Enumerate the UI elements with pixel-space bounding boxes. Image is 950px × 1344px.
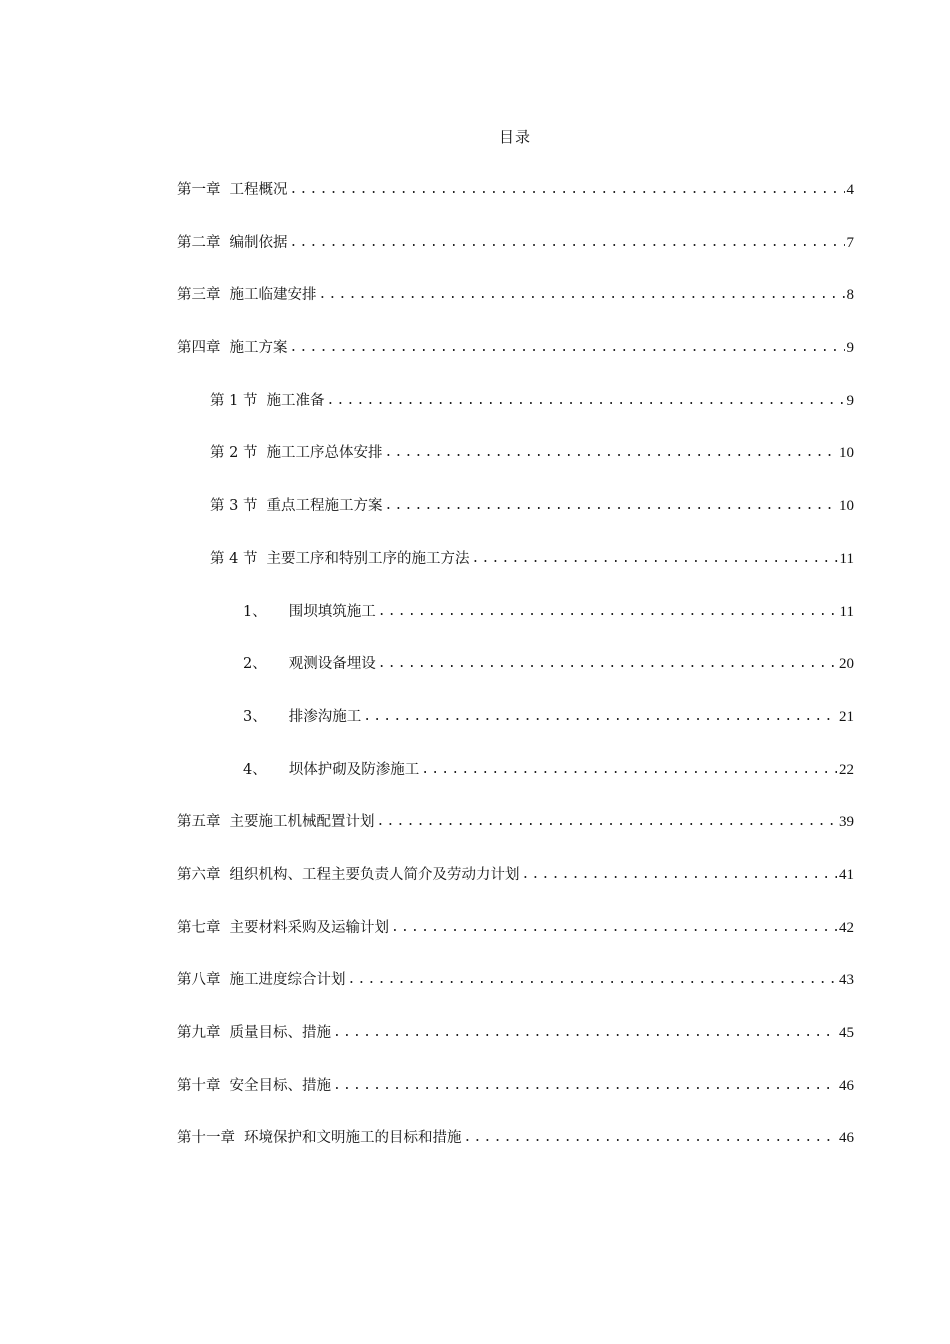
toc-dot-leader [326,384,844,418]
toc-page-number: 46 [839,1077,854,1094]
toc-page-number: 45 [839,1025,854,1041]
toc-entry-number: 第 2 节 [210,445,258,462]
toc-entry-label [177,1069,331,1103]
toc-entry-text: 施工准备 [266,392,325,409]
toc-entry-number: 第二章 [177,234,221,251]
toc-entry-number: 3、 [243,708,267,725]
toc-entry-text: 环境保护和文明施工的目标和措施 [244,1130,462,1147]
toc-entry[interactable] [0,331,950,384]
toc-page-number: 10 [839,498,854,515]
toc-entry[interactable] [0,436,950,489]
toc-entry-text: 主要材料采购及运输计划 [229,919,389,936]
toc-dot-leader [421,753,837,787]
toc-entry-number: 第 1 节 [210,392,258,409]
toc-entry[interactable] [0,805,950,858]
toc-entry[interactable] [0,858,950,911]
toc-page-number: 11 [839,603,854,620]
toc-entry-number: 第八章 [177,972,221,989]
toc-page-number: 20 [839,656,854,673]
toc-entry-label [177,331,288,365]
table-of-contents [0,173,950,1174]
toc-entry-text: 组织机构、工程主要负责人简介及劳动力计划 [229,866,520,883]
toc-entry-number: 第六章 [177,866,221,883]
toc-entry[interactable] [0,542,950,595]
toc-entry[interactable] [0,647,950,700]
toc-dot-leader [290,173,845,207]
toc-page-number: 11 [839,550,854,567]
toc-dot-leader [384,489,837,523]
toc-entry[interactable] [0,489,950,542]
toc-page-number: 10 [839,445,854,462]
toc-dot-leader [464,1121,838,1155]
toc-page-number: 43 [839,972,854,989]
toc-page-number: 21 [839,708,854,725]
toc-entry-text: 安全目标、措施 [229,1077,331,1094]
toc-entry-text: 施工工序总体安排 [266,445,383,462]
toc-entry[interactable] [0,595,950,648]
toc-entry[interactable] [0,753,950,806]
toc-entry[interactable] [0,278,950,331]
toc-entry-label [177,858,520,892]
toc-entry-label [177,226,288,260]
toc-entry[interactable] [0,911,950,964]
toc-entry-number: 第十章 [177,1077,221,1094]
toc-entry-text: 质量目标、措施 [229,1025,331,1041]
toc-entry-number: 第一章 [177,182,221,198]
toc-entry-label [243,753,419,787]
toc-entry-number: 第三章 [177,287,221,304]
toc-page-number: 7 [846,234,854,251]
toc-dot-leader [333,1016,837,1050]
toc-entry-label [177,278,317,312]
toc-entry-label [210,436,382,470]
toc-entry-number: 4、 [243,761,267,778]
toc-entry-number: 第 4 节 [210,550,258,567]
toc-entry-label [243,595,376,629]
toc-entry-text: 观测设备埋设 [288,656,376,673]
toc-dot-leader [290,331,845,365]
toc-entry[interactable] [0,226,950,279]
toc-page-number: 39 [839,814,854,831]
toc-entry-label [243,700,361,734]
toc-page-number: 46 [839,1130,854,1147]
toc-dot-leader [333,1069,837,1103]
toc-page-number: 42 [839,919,854,936]
toc-entry-text: 坝体护砌及防渗施工 [288,761,420,778]
toc-entry-number: 第 3 节 [210,498,258,515]
toc-entry-label [177,805,375,839]
toc-entry-text: 主要工序和特别工序的施工方法 [266,550,470,567]
toc-entry-text: 围坝填筑施工 [288,603,376,620]
toc-entry-number: 第七章 [177,919,221,936]
toc-entry[interactable] [0,700,950,753]
toc-dot-leader [377,805,838,839]
toc-entry-text: 重点工程施工方案 [266,498,383,515]
toc-entry[interactable] [0,963,950,1016]
toc-entry-text: 施工方案 [229,340,288,357]
toc-page-number: 9 [846,340,854,357]
toc-entry[interactable] [0,1016,950,1069]
toc-dot-leader [363,700,837,734]
toc-entry-text: 工程概况 [229,182,288,198]
toc-entry-text: 排渗沟施工 [288,708,362,725]
toc-dot-leader [348,963,838,997]
toc-page-number: 4 [846,182,854,198]
toc-entry-number: 2、 [243,656,267,673]
toc-entry-label [177,911,389,945]
toc-entry[interactable] [0,1069,950,1122]
toc-entry-text: 施工进度综合计划 [229,972,346,989]
toc-entry-number: 第十一章 [177,1130,235,1147]
toc-entry-label [177,1016,331,1050]
toc-entry-label [243,647,376,681]
toc-dot-leader [378,595,838,629]
toc-dot-leader [471,542,837,576]
toc-entry-number: 第四章 [177,340,221,357]
toc-dot-leader [290,226,845,260]
toc-page-number: 9 [846,392,854,409]
toc-entry-text: 施工临建安排 [229,287,317,304]
toc-entry-label [210,384,324,418]
toc-entry-label [177,173,288,207]
toc-dot-leader [384,436,837,470]
toc-page-number: 22 [839,761,854,778]
toc-dot-leader [319,278,845,312]
toc-entry-number: 第五章 [177,814,221,831]
toc-dot-leader [522,858,838,892]
toc-entry-text: 编制依据 [229,234,288,251]
toc-entry-number: 1、 [243,603,267,620]
toc-entry[interactable] [0,1121,950,1174]
toc-page-number: 41 [839,866,854,883]
toc-entry[interactable] [0,173,950,226]
toc-entry-number: 第九章 [177,1025,221,1041]
toc-entry[interactable] [0,384,950,437]
toc-title: 目录 [498,128,531,146]
toc-entry-label [177,963,346,997]
toc-page-number: 8 [846,287,854,304]
toc-entry-label [177,1121,462,1155]
toc-dot-leader [391,911,837,945]
toc-dot-leader [378,647,837,681]
toc-entry-label [210,489,382,523]
toc-entry-text: 主要施工机械配置计划 [229,814,375,831]
toc-entry-label [210,542,469,576]
